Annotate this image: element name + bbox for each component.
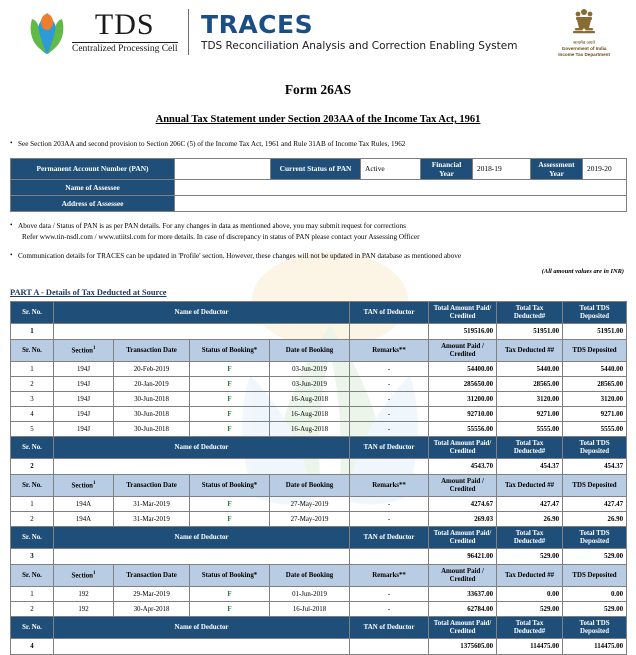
col-header-total-amount: Total Amount Paid/ Credited [429, 437, 497, 459]
txn-amount-paid: 62784.00 [429, 602, 497, 617]
tds-details-table [10, 301, 627, 655]
txn-amount-paid: 285650.00 [429, 377, 497, 392]
transaction-header-row [11, 565, 627, 587]
col-header-txn-sr-no: Sr. No. [11, 565, 54, 587]
txn-remarks: - [350, 392, 429, 407]
col-header-sr-no: Sr. No. [11, 617, 54, 639]
transaction-row [11, 377, 627, 392]
col-header-sr-no: Sr. No. [11, 302, 54, 324]
transaction-row [11, 602, 627, 617]
txn-section: 192 [54, 587, 114, 602]
financial-year-value: 2018-19 [473, 158, 531, 179]
txn-date-of-booking: 03-Jun-2019 [270, 362, 350, 377]
txn-tax-deducted: 5555.00 [497, 422, 563, 437]
txn-amount-paid: 55556.00 [429, 422, 497, 437]
txn-sr-no: 2 [11, 377, 54, 392]
deductor-total-row [11, 549, 627, 565]
txn-remarks: - [350, 512, 429, 527]
col-header-tax-deducted: Tax Deducted ## [497, 340, 563, 362]
col-header-tds-deposited: TDS Deposited [563, 565, 627, 587]
txn-remarks: - [350, 602, 429, 617]
col-header-amount-paid: Amount Paid / Credited [429, 340, 497, 362]
deductor-total-tax: 51951.00 [497, 324, 563, 340]
txn-section: 194J [54, 377, 114, 392]
assessee-address-label: Address of Assessee [11, 195, 175, 211]
txn-section: 194A [54, 512, 114, 527]
assessee-address-value [175, 195, 627, 211]
txn-tds-deposited: 28565.00 [563, 377, 627, 392]
emblem-govt-text: Government of India [561, 45, 607, 51]
col-header-total-tds: Total TDS Deposited [563, 302, 627, 324]
txn-sr-no: 1 [11, 362, 54, 377]
col-header-sr-no: Sr. No. [11, 527, 54, 549]
txn-status-of-booking: F [190, 392, 270, 407]
assessee-name-label: Name of Assessee [11, 179, 175, 195]
col-header-txn-sr-no: Sr. No. [11, 340, 54, 362]
pan-row [11, 158, 627, 179]
txn-tds-deposited: 9271.00 [563, 407, 627, 422]
deductor-total-row [11, 459, 627, 475]
txn-section: 194J [54, 392, 114, 407]
col-header-tax-deducted: Tax Deducted ## [497, 565, 563, 587]
pan-details-table [10, 158, 627, 212]
col-header-remarks: Remarks** [350, 475, 429, 497]
bullet-icon: • [10, 251, 13, 260]
col-header-sr-no: Sr. No. [11, 437, 54, 459]
txn-tax-deducted: 28565.00 [497, 377, 563, 392]
txn-tax-deducted: 529.00 [497, 602, 563, 617]
txn-sr-no: 3 [11, 392, 54, 407]
deductor-tan [350, 549, 429, 565]
txn-date-of-booking: 03-Jun-2019 [270, 377, 350, 392]
txn-tds-deposited: 5555.00 [563, 422, 627, 437]
col-header-total-amount: Total Amount Paid/ Credited [429, 302, 497, 324]
txn-section: 194J [54, 407, 114, 422]
col-header-name-of-deductor: Name of Deductor [54, 527, 350, 549]
txn-tax-deducted: 26.90 [497, 512, 563, 527]
col-header-tan: TAN of Deductor [350, 527, 429, 549]
txn-status-of-booking: F [190, 512, 270, 527]
deductor-total-row [11, 639, 627, 655]
txn-status-of-booking: F [190, 377, 270, 392]
col-header-remarks: Remarks** [350, 565, 429, 587]
col-header-name-of-deductor: Name of Deductor [54, 617, 350, 639]
deductor-name [54, 324, 350, 340]
col-header-transaction-date: Transaction Date [114, 340, 190, 362]
tds-table-body [11, 302, 627, 655]
deductor-total-amount: 4543.70 [429, 459, 497, 475]
deductor-header-row [11, 302, 627, 324]
col-header-name-of-deductor: Name of Deductor [54, 302, 350, 324]
col-header-amount-paid: Amount Paid / Credited [429, 565, 497, 587]
txn-section: 194A [54, 497, 114, 512]
txn-sr-no: 1 [11, 587, 54, 602]
txn-status-of-booking: F [190, 497, 270, 512]
col-header-date-of-booking: Date of Booking [270, 340, 350, 362]
tds-word: TDS [94, 7, 155, 41]
tds-logo [26, 9, 178, 55]
deductor-total-tds: 51951.00 [563, 324, 627, 340]
deductor-total-amount: 519516.00 [429, 324, 497, 340]
inr-note: (All amount values are in INR) [541, 268, 624, 276]
col-header-status-of-booking: Status of Booking* [190, 565, 270, 587]
deductor-total-tax: 114475.00 [497, 639, 563, 655]
col-header-total-tax: Total Tax Deducted# [497, 437, 563, 459]
txn-status-of-booking: F [190, 362, 270, 377]
txn-status-of-booking: F [190, 602, 270, 617]
transaction-row [11, 422, 627, 437]
assessee-address-row [11, 195, 627, 211]
txn-remarks: - [350, 497, 429, 512]
txn-transaction-date: 20-Feb-2019 [114, 362, 190, 377]
txn-transaction-date: 30-Apr-2018 [114, 602, 190, 617]
deductor-total-amount: 1375605.00 [429, 639, 497, 655]
txn-remarks: - [350, 377, 429, 392]
deductor-tan [350, 459, 429, 475]
txn-sr-no: 2 [11, 602, 54, 617]
col-header-date-of-booking: Date of Booking [270, 565, 350, 587]
txn-transaction-date: 30-Jun-2018 [114, 422, 190, 437]
txn-remarks: - [350, 407, 429, 422]
deductor-header-row [11, 527, 627, 549]
deductor-header-row [11, 437, 627, 459]
txn-transaction-date: 31-Mar-2019 [114, 512, 190, 527]
txn-transaction-date: 20-Jan-2019 [114, 377, 190, 392]
txn-status-of-booking: F [190, 422, 270, 437]
tds-wordmark [72, 7, 178, 55]
txn-amount-paid: 33637.00 [429, 587, 497, 602]
col-header-total-tax: Total Tax Deducted# [497, 527, 563, 549]
deductor-sr-no: 2 [11, 459, 54, 475]
note-pan-line2: Refer www.tin-nsdl.com / www.utiitsl.com for more details. In case of discrepancy in status of PAN please contact your Assessing Officer [22, 232, 420, 241]
txn-amount-paid: 269.03 [429, 512, 497, 527]
tds-underline [72, 42, 178, 44]
pan-label: Permanent Account Number (PAN) [11, 158, 175, 179]
transaction-row [11, 587, 627, 602]
tds-leaf-logo-icon [26, 9, 68, 55]
txn-transaction-date: 30-Jun-2018 [114, 392, 190, 407]
col-header-remarks: Remarks** [350, 340, 429, 362]
col-header-total-amount: Total Amount Paid/ Credited [429, 527, 497, 549]
pan-status-label: Current Status of PAN [271, 158, 361, 179]
part-a-heading: PART A - Details of Tax Deducted at Source [10, 288, 167, 298]
page-subtitle: Annual Tax Statement under Section 203AA of the Income Tax Act, 1961 [155, 114, 481, 125]
transaction-row [11, 392, 627, 407]
deductor-total-tax: 529.00 [497, 549, 563, 565]
txn-date-of-booking: 27-May-2019 [270, 512, 350, 527]
deductor-name [54, 549, 350, 565]
txn-tds-deposited: 0.00 [563, 587, 627, 602]
transaction-row [11, 497, 627, 512]
col-header-tds-deposited: TDS Deposited [563, 475, 627, 497]
txn-amount-paid: 54400.00 [429, 362, 497, 377]
financial-year-label: Financial Year [421, 158, 473, 179]
pan-value [175, 158, 271, 179]
section-footnote-marker: 1 [92, 570, 96, 576]
txn-sr-no: 5 [11, 422, 54, 437]
deductor-total-tds: 529.00 [563, 549, 627, 565]
txn-sr-no: 2 [11, 512, 54, 527]
col-header-tan: TAN of Deductor [350, 302, 429, 324]
txn-sr-no: 1 [11, 497, 54, 512]
col-header-transaction-date: Transaction Date [114, 565, 190, 587]
note-traces-text: Communication details for TRACES can be updated in 'Profile' section. However, these changes will not be updated in PAN database as mentioned above [18, 252, 462, 261]
txn-date-of-booking: 16-Aug-2018 [270, 407, 350, 422]
assessment-year-value: 2019-20 [583, 158, 627, 179]
txn-amount-paid: 92710.00 [429, 407, 497, 422]
traces-tagline: TDS Reconciliation Analysis and Correction Enabling System [201, 39, 518, 52]
col-header-name-of-deductor: Name of Deductor [54, 437, 350, 459]
txn-tax-deducted: 3120.00 [497, 392, 563, 407]
transaction-header-row [11, 340, 627, 362]
deductor-sr-no: 4 [11, 639, 54, 655]
transaction-row [11, 362, 627, 377]
txn-remarks: - [350, 362, 429, 377]
col-header-section: Section$^1$ [54, 565, 114, 587]
bullet-icon: • [10, 139, 13, 147]
col-header-total-amount: Total Amount Paid/ Credited [429, 617, 497, 639]
txn-transaction-date: 31-Mar-2019 [114, 497, 190, 512]
txn-tax-deducted: 9271.00 [497, 407, 563, 422]
emblem-dept-text: Income Tax Department [558, 51, 610, 57]
col-header-tds-deposited: TDS Deposited [563, 340, 627, 362]
col-header-status-of-booking: Status of Booking* [190, 340, 270, 362]
col-header-section: Section$^1$ [54, 340, 114, 362]
note-top-text: See Section 203AA and second provision to Section 206C (5) of the Income Tax Act, 1961 and Rule 31AB of Income Tax Rules, 1962 [18, 140, 406, 148]
txn-tds-deposited: 5440.00 [563, 362, 627, 377]
deductor-total-tax: 454.37 [497, 459, 563, 475]
txn-remarks: - [350, 587, 429, 602]
txn-amount-paid: 31200.00 [429, 392, 497, 407]
txn-section: 194J [54, 422, 114, 437]
govt-emblem-block [558, 6, 622, 58]
deductor-total-row [11, 324, 627, 340]
txn-section: 192 [54, 602, 114, 617]
note-traces-profile [10, 251, 626, 262]
brand-divider [188, 9, 190, 55]
col-header-tax-deducted: Tax Deducted ## [497, 475, 563, 497]
emblem-satyameva-text: सत्यमेव जयते [573, 40, 596, 46]
col-header-total-tds: Total TDS Deposited [563, 437, 627, 459]
txn-sr-no: 4 [11, 407, 54, 422]
note-pan-line1: Above data / Status of PAN is as per PAN details. For any changes in data as mentioned above, you may submit request for corrections [18, 221, 406, 230]
assessee-name-value [175, 179, 627, 195]
bullet-icon: • [10, 220, 13, 229]
col-header-tan: TAN of Deductor [350, 437, 429, 459]
deductor-name [54, 459, 350, 475]
col-header-total-tds: Total TDS Deposited [563, 617, 627, 639]
traces-brand [201, 12, 517, 51]
col-header-amount-paid: Amount Paid / Credited [429, 475, 497, 497]
col-header-txn-sr-no: Sr. No. [11, 475, 54, 497]
txn-tds-deposited: 26.90 [563, 512, 627, 527]
deductor-total-tds: 454.37 [563, 459, 627, 475]
pan-status-value: Active [361, 158, 421, 179]
note-pan-data [10, 221, 626, 243]
col-header-total-tax: Total Tax Deducted# [497, 617, 563, 639]
txn-status-of-booking: F [190, 587, 270, 602]
brand-header [10, 0, 626, 62]
txn-status-of-booking: F [190, 407, 270, 422]
txn-remarks: - [350, 422, 429, 437]
col-header-date-of-booking: Date of Booking [270, 475, 350, 497]
deductor-sr-no: 1 [11, 324, 54, 340]
txn-tds-deposited: 529.00 [563, 602, 627, 617]
txn-section: 194J [54, 362, 114, 377]
col-header-status-of-booking: Status of Booking* [190, 475, 270, 497]
col-header-section: Section$^1$ [54, 475, 114, 497]
page-title: Form 26AS [284, 82, 352, 97]
assessment-year-label: Assessment Year [531, 158, 583, 179]
txn-tds-deposited: 3120.00 [563, 392, 627, 407]
txn-tax-deducted: 0.00 [497, 587, 563, 602]
txn-tax-deducted: 5440.00 [497, 362, 563, 377]
deductor-tan [350, 324, 429, 340]
note-top [10, 139, 626, 150]
txn-date-of-booking: 16-Aug-2018 [270, 422, 350, 437]
col-header-tan: TAN of Deductor [350, 617, 429, 639]
section-footnote-marker: 1 [92, 345, 96, 351]
deductor-header-row [11, 617, 627, 639]
transaction-header-row [11, 475, 627, 497]
txn-transaction-date: 30-Jun-2018 [114, 407, 190, 422]
txn-date-of-booking: 27-May-2019 [270, 497, 350, 512]
tds-subtitle: Centralized Processing Cell [72, 44, 178, 55]
col-header-total-tds: Total TDS Deposited [563, 527, 627, 549]
transaction-row [11, 407, 627, 422]
txn-date-of-booking: 16-Jul-2018 [270, 602, 350, 617]
txn-date-of-booking: 16-Aug-2018 [270, 392, 350, 407]
deductor-sr-no: 3 [11, 549, 54, 565]
txn-amount-paid: 4274.67 [429, 497, 497, 512]
col-header-total-tax: Total Tax Deducted# [497, 302, 563, 324]
ashoka-emblem-icon [569, 6, 599, 40]
assessee-name-row [11, 179, 627, 195]
deductor-name [54, 639, 350, 655]
transaction-row [11, 512, 627, 527]
deductor-tan [350, 639, 429, 655]
section-footnote-marker: 1 [92, 480, 96, 486]
txn-date-of-booking: 01-Jun-2019 [270, 587, 350, 602]
txn-tds-deposited: 427.47 [563, 497, 627, 512]
traces-word: TRACES [201, 10, 314, 40]
deductor-total-tds: 114475.00 [563, 639, 627, 655]
deductor-total-amount: 96421.00 [429, 549, 497, 565]
txn-tax-deducted: 427.47 [497, 497, 563, 512]
col-header-transaction-date: Transaction Date [114, 475, 190, 497]
txn-transaction-date: 29-Mar-2019 [114, 587, 190, 602]
